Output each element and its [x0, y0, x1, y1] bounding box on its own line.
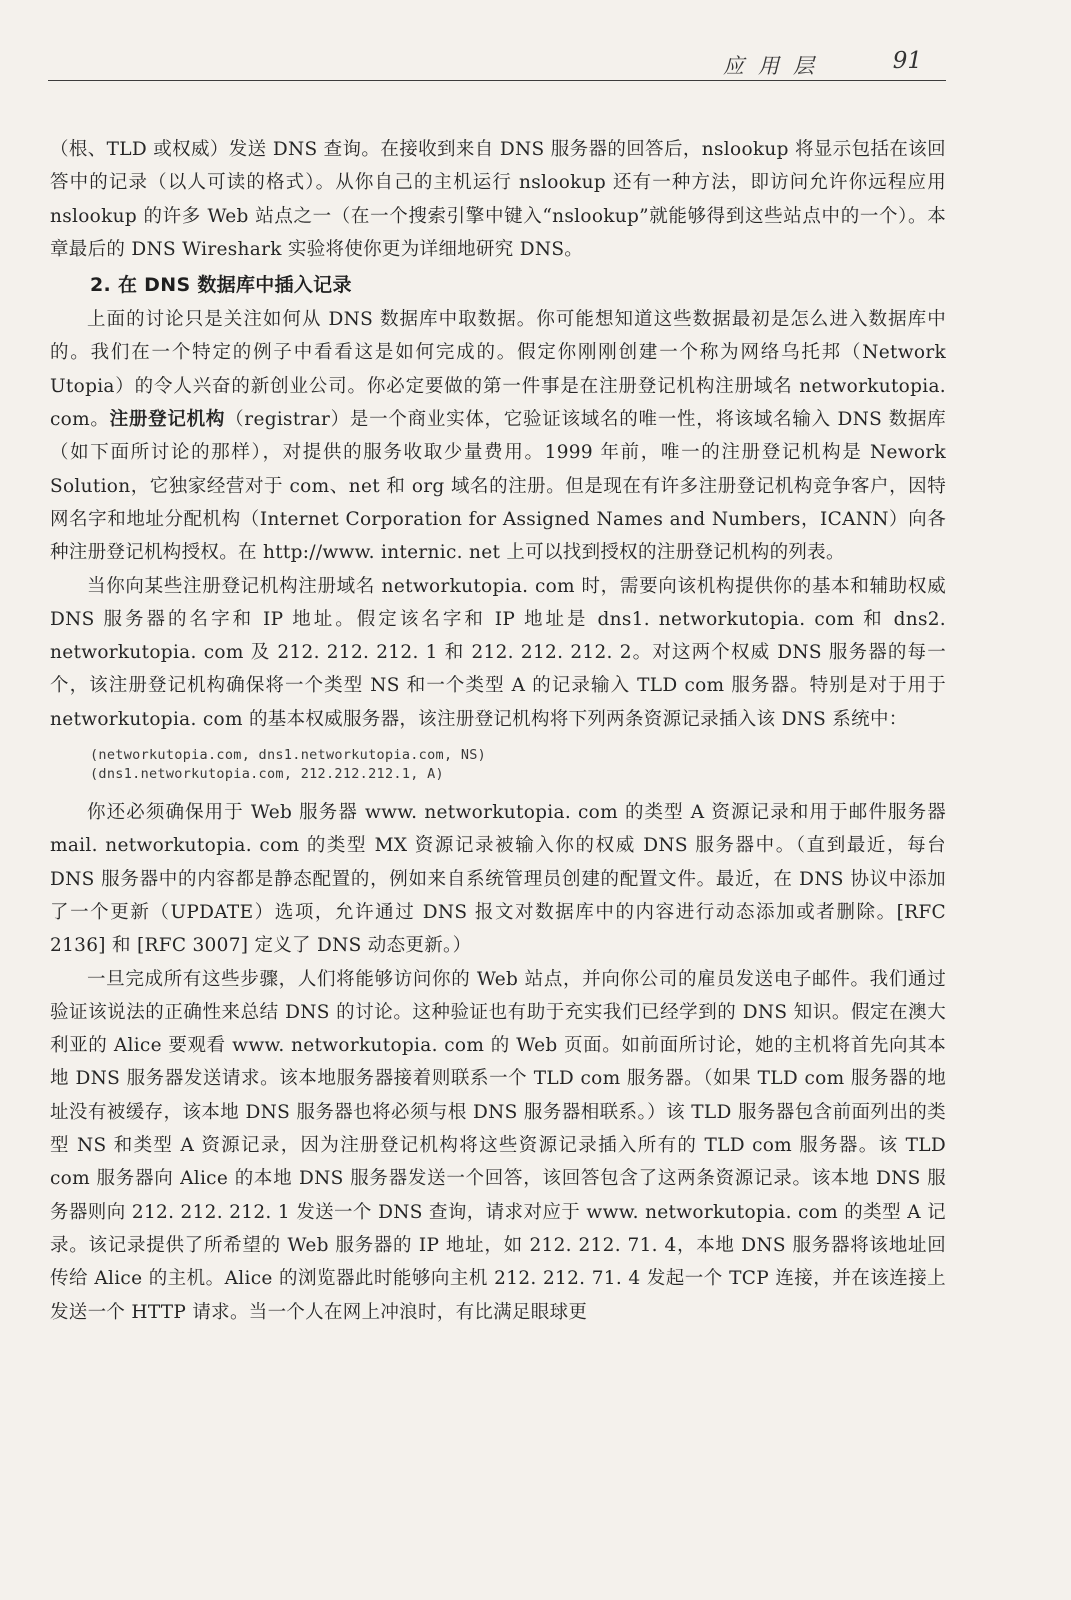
paragraph-registrar: [50, 303, 946, 569]
section-heading: 2. 在 DNS 数据库中插入记录: [90, 274, 352, 297]
paragraph-registrar-text-after: （registrar）是一个商业实体，它验证该域名的唯一性，将该域名输入 DNS 数据库（如下面所讨论的那样），对提供的服务收取少量费用。1999 年前，唯一的注册登记机构是 Nework Solution，它独家经营对于 com、net 和 org 域名的注册。但是现在有许多注册登记机构竞争客户，因特网名字和地址分配机构（Internet Corporation for Assigned Names and Numbers，ICANN）向各种注册登记机构授权。在 http://www. internic. net 上可以找到授权的注册登记机构的列表。: [50, 409, 946, 564]
term-registrar: 注册登记机构: [109, 409, 226, 431]
code-line-a-record: (dns1.networkutopia.com, 212.212.212.1, A): [90, 766, 444, 783]
resource-records-code: [90, 746, 946, 784]
paragraph-nslookup-continued: （根、TLD 或权威）发送 DNS 查询。在接收到来自 DNS 服务器的回答后，nslookup 将显示包括在该回答中的记录（以人可读的格式）。从你自己的主机运行 nslookup 还有一种方法，即访问允许你远程应用 nslookup 的许多 Web 站点之一（在一个搜索引擎中键入“nslookup”就能够得到这些站点中的一个）。本章最后的 DNS Wireshark 实验将使你更为详细地研究 DNS。: [50, 139, 946, 260]
code-line-ns-record: (networkutopia.com, dns1.networkutopia.com, NS): [90, 747, 487, 764]
page-body: [50, 133, 946, 1329]
paragraph-authoritative-servers: 当你向某些注册登记机构注册域名 networkutopia. com 时，需要向该机构提供你的基本和辅助权威 DNS 服务器的名字和 IP 地址。假定该名字和 IP 地址是 dns1. networkutopia. com 和 dns2. networkutopia. com 及 212. 212. 212. 1 和 212. 212. 212. 2。对这两个权威 DNS 服务器的每一个，该注册登记机构确保将一个类型 NS 和一个类型 A 的记录输入 TLD com 服务器。特别是对于用于 networkutopia. com 的基本权威服务器，该注册登记机构将下列两条资源记录插入该 DNS 系统中：: [50, 575, 946, 730]
page-number: 91: [892, 48, 922, 74]
paragraph-mx-records: 你还必须确保用于 Web 服务器 www. networkutopia. com 的类型 A 资源记录和用于邮件服务器 mail. networkutopia. com 的类型 MX 资源记录被输入你的权威 DNS 服务器中。（直到最近，每台 DNS 服务器中的内容都是静态配置的，例如来自系统管理员创建的配置文件。最近，在 DNS 协议中添加了一个更新（UPDATE）选项，允许通过 DNS 报文对数据库中的内容进行动态添加或者删除。[RFC 2136] 和 [RFC 3007] 定义了 DNS 动态更新。）: [50, 802, 946, 957]
running-header: [48, 46, 946, 81]
paragraph-registrar-text-before: 上面的讨论只是关注如何从 DNS 数据库中取数据。你可能想知道这些数据最初是怎么进入数据库中的。我们在一个特定的例子中看看这是如何完成的。假定你刚刚创建一个称为网络乌托邦（Network Utopia）的令人兴奋的新创业公司。你必定要做的第一件事是在注册登记机构注册域名 networkutopia. com。: [50, 309, 946, 431]
paragraph-dns-walkthrough: 一旦完成所有这些步骤，人们将能够访问你的 Web 站点，并向你公司的雇员发送电子邮件。我们通过验证该说法的正确性来总结 DNS 的讨论。这种验证也有助于充实我们已经学到的 DNS 知识。假定在澳大利亚的 Alice 要观看 www. networkutopia. com 的 Web 页面。如前面所讨论，她的主机将首先向其本地 DNS 服务器发送请求。该本地服务器接着则联系一个 TLD com 服务器。（如果 TLD com 服务器的地址没有被缓存，该本地 DNS 服务器也将必须与根 DNS 服务器相联系。）该 TLD 服务器包含前面列出的类型 NS 和类型 A 资源记录，因为注册登记机构将这些资源记录插入所有的 TLD com 服务器。该 TLD com 服务器向 Alice 的本地 DNS 服务器发送一个回答，该回答包含了这两条资源记录。该本地 DNS 服务器则向 212. 212. 212. 1 发送一个 DNS 查询，请求对应于 www. networkutopia. com 的类型 A 记录。该记录提供了所希望的 Web 服务器的 IP 地址，如 212. 212. 71. 4，本地 DNS 服务器将该地址回传给 Alice 的主机。Alice 的浏览器此时能够向主机 212. 212. 71. 4 发起一个 TCP 连接，并在该连接上发送一个 HTTP 请求。当一个人在网上冲浪时，有比满足眼球更: [50, 968, 946, 1323]
running-head-title: 应用层: [723, 54, 828, 78]
